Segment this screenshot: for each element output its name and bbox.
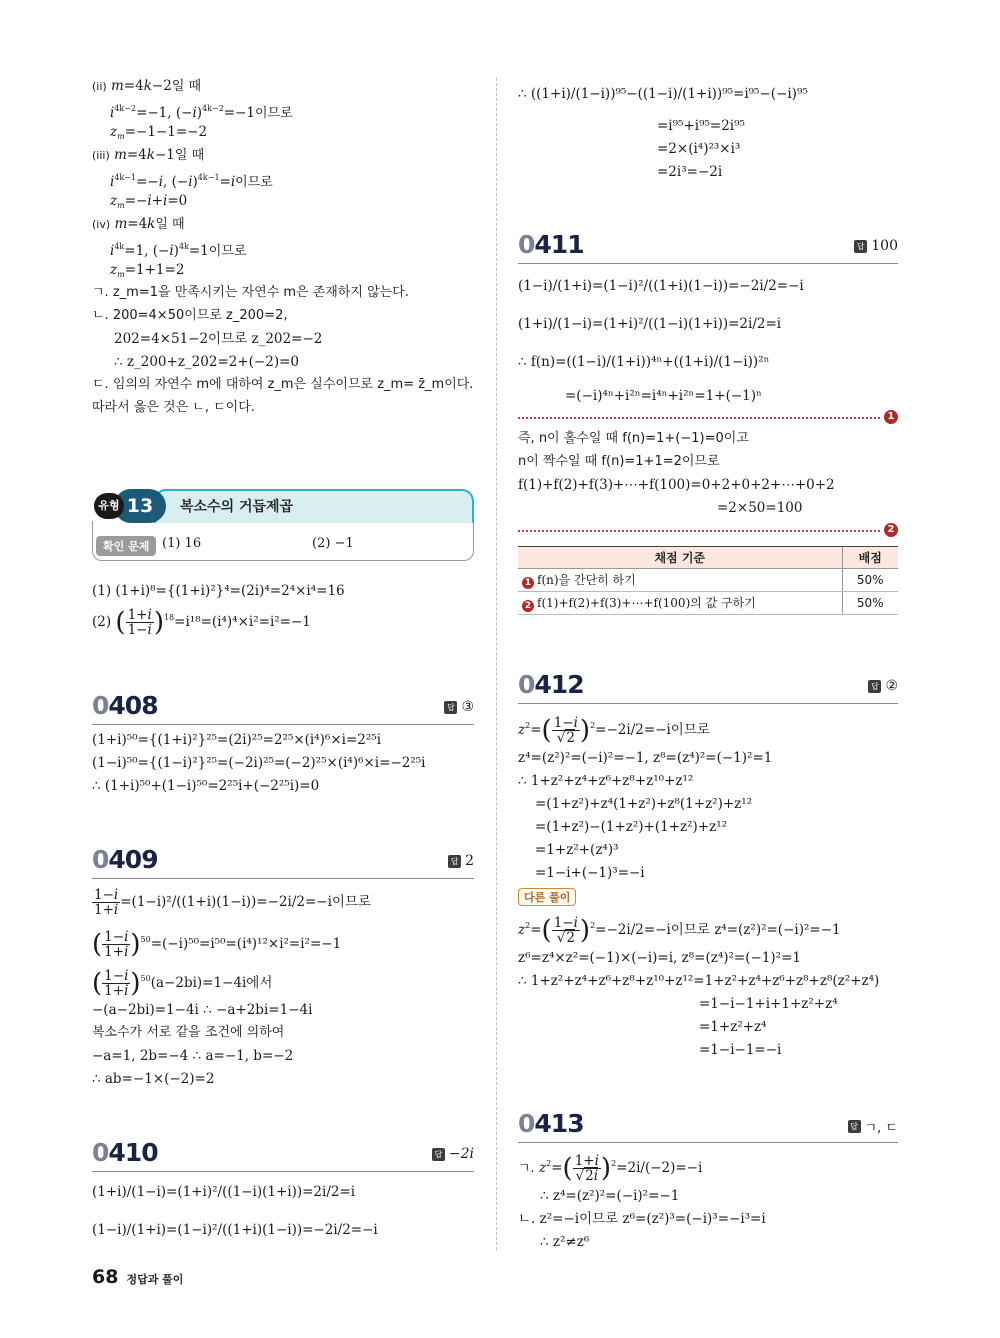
answer: 답 −2i [432, 1146, 474, 1162]
answer-label-icon: 답 [444, 701, 457, 714]
p0412-line: z⁴=(z²)²=(−i)²=−1, z⁸=(z⁴)²=(−1)²=1 [518, 750, 773, 766]
p0412-alt-line: ∴ 1+z²+z⁴+z⁶+z⁸+z¹⁰+z¹²=1+z²+z⁴+z⁶+z⁸+z⁸(z²+z⁴) [518, 973, 880, 989]
page-number: 68 [92, 1266, 119, 1288]
dotted-separator [518, 530, 880, 532]
p0410-cont-line: =2i³=−2i [657, 164, 723, 180]
case-ii-line2: $z_m=-1-1=-2$ [110, 124, 208, 141]
p0412-alt-line: $z^2=$( $\frac{1-i}{√2}$ )$^2$=−2i/2=−i이므로 z⁴=(z²)²=(−i)²=−1 [518, 915, 841, 946]
p0412-alt-line: =1−i−1+i+1+z²+z⁴ [699, 996, 838, 1012]
page-footer [92, 1266, 183, 1288]
type-number: 13 [114, 489, 166, 523]
type13-solution-1: (1) (1+i)⁸={(1+i)²}⁴=(2i)⁴=2⁴×i⁴=16 [92, 583, 345, 599]
type13-solution-2: (2) ( $\frac{1+i}{1-i}$ )$^{18}$=i¹⁸=(i⁴)⁴×i²=i²=−1 [92, 607, 311, 638]
p0409-line: ( $\frac{1-i}{1+i}$ )$^{50}$(a−2bi)=1−4i에서 [92, 968, 273, 999]
statement-n1: ㄴ. 200=4×50이므로 z_200=2, [92, 308, 288, 323]
marker-icon: 1 [522, 577, 534, 589]
p0410-line: (1+i)/(1−i)=(1+i)²/((1−i)(1+i))=2i/2=i [92, 1184, 356, 1200]
answer: 답 ③ [444, 699, 474, 715]
p0411-line: f(1)+f(2)+f(3)+⋯+f(100)=0+2+0+2+⋯+0+2 [518, 477, 835, 493]
problem-number: 0412 [518, 670, 584, 699]
criterion-header: 채점 기준 [518, 547, 842, 569]
table-row [518, 592, 898, 615]
p0412-line: =(1+z²)−(1+z²)+(1+z²)+z¹² [535, 819, 728, 835]
problem-0410-header [92, 1132, 474, 1172]
p0408-line: ∴ (1+i)⁵⁰+(1−i)⁵⁰=2²⁵i+(−2²⁵i)=0 [92, 778, 320, 794]
p0413-line: ∴ z²≠z⁶ [540, 1234, 590, 1250]
case-iv-line2: $z_m=1+1=2$ [110, 262, 185, 279]
problem-number: 0408 [92, 691, 158, 720]
statement-n2: 202=4×51−2이므로 z_202=−2 [114, 331, 323, 347]
p0411-line: n이 짝수일 때 f(n)=1+1=2이므로 [518, 454, 720, 469]
case-iii-line2: $z_m=-i+i=0$ [110, 193, 188, 210]
p0412-alt-line: =1−i−1=−i [699, 1042, 782, 1058]
answer: 답 100 [854, 238, 898, 254]
check-answer-2: (2) −1 [312, 536, 354, 551]
p0412-line: =1+z²+(z⁴)³ [535, 842, 619, 858]
p0408-line: (1−i)⁵⁰={(1−i)²}²⁵=(−2i)²⁵=(−2)²⁵×(i⁴)⁶×i=−2²⁵i [92, 755, 426, 771]
points-cell: 50% [842, 569, 898, 592]
answer-label-icon: 답 [448, 855, 461, 868]
p0409-line: $\frac{1-i}{1+i}$ =(1−i)²/((1+i)(1−i))=−2i/2=−i이므로 [94, 887, 372, 918]
case-iv-head: (iv) m=4k일 때 [92, 216, 185, 232]
case-iv-line1: $i^{4k}=1$, $(-i)^{4k}=1$이므로 [110, 242, 247, 259]
problem-number: 0409 [92, 845, 158, 874]
scoring-table [518, 546, 898, 615]
p0410-cont-line: =2×(i⁴)²³×i³ [657, 141, 741, 157]
alt-solution-badge: 다른 풀이 [518, 888, 576, 906]
p0409-line: 복소수가 서로 같을 조건에 의하여 [92, 1025, 285, 1040]
conclusion: 따라서 옳은 것은 ㄴ, ㄷ이다. [92, 400, 255, 415]
p0412-line: $z^2=$( $\frac{1-i}{√2}$ )$^2$=−2i/2=−i이므로 [518, 715, 710, 746]
p0409-line: ( $\frac{1-i}{1+i}$ )$^{50}$=(−i)⁵⁰=i⁵⁰=(i⁴)¹²×i²=i²=−1 [92, 929, 342, 960]
p0413-line: ∴ z⁴=(z²)²=(−i)²=−1 [540, 1188, 680, 1204]
p0409-line: −(a−2bi)=1−4i ∴ −a+2bi=1−4i [92, 1002, 313, 1018]
marker-icon: 2 [522, 600, 534, 612]
sol2-rest: =i¹⁸=(i⁴)⁴×i²=i²=−1 [174, 614, 311, 630]
points-header: 배점 [842, 547, 898, 569]
problem-number: 0410 [92, 1138, 158, 1167]
table-row [518, 569, 898, 592]
scoring-header-row [518, 547, 898, 569]
p0411-line: (1+i)/(1−i)=(1+i)²/((1−i)(1+i))=2i/2=i [518, 316, 782, 332]
problem-0408-header [92, 685, 474, 725]
answer-label-icon: 답 [432, 1148, 445, 1161]
problem-number: 0411 [518, 230, 584, 259]
p0411-line: 즉, n이 홀수일 때 f(n)=1+(−1)=0이고 [518, 431, 749, 446]
type-title: 복소수의 거듭제곱 [180, 499, 294, 515]
page-label: 정답과 풀이 [126, 1273, 184, 1286]
column-divider [496, 78, 497, 1250]
p0413-line: ㄴ. z²=−i이므로 z⁶=(z²)³=(−i)³=−i³=i [518, 1211, 766, 1227]
p0409-line: ∴ ab=−1×(−2)=2 [92, 1071, 215, 1087]
p0411-line: =(−i)⁴ⁿ+i²ⁿ=i⁴ⁿ+i²ⁿ=1+(−1)ⁿ [565, 388, 762, 404]
dotted-separator [518, 417, 880, 419]
answer-label-icon: 답 [848, 1120, 861, 1133]
p0412-line: ∴ 1+z²+z⁴+z⁶+z⁸+z¹⁰+z¹² [518, 773, 694, 789]
answer-label-icon: 답 [854, 240, 867, 253]
criterion-cell: 1 f(n)을 간단히 하기 [518, 569, 842, 592]
type-13-box [92, 489, 474, 561]
answer-label-icon: 답 [868, 680, 881, 693]
answer: 답 2 [448, 853, 474, 869]
statement-g: ㄱ. z_m=1을 만족시키는 자연수 m은 존재하지 않는다. [92, 285, 409, 300]
answer: 답 ㄱ, ㄷ [848, 1117, 898, 1136]
problem-0412-header [518, 664, 898, 704]
p0411-line: ∴ f(n)=((1−i)/(1+i))⁴ⁿ+((1+i)/(1−i))²ⁿ [518, 354, 770, 370]
sol2-prefix: (2) [92, 614, 112, 630]
criterion-cell: 2 f(1)+f(2)+f(3)+⋯+f(100)의 값 구하기 [518, 592, 842, 615]
step-marker-1: 1 [884, 410, 898, 424]
p0411-line: (1−i)/(1+i)=(1−i)²/((1+i)(1−i))=−2i/2=−i [518, 278, 804, 294]
p0412-alt-line: z⁶=z⁴×z²=(−1)×(−i)=i, z⁸=(z⁴)²=(−1)²=1 [518, 950, 801, 966]
p0413-line: ㄱ. $z^2=$( $\frac{1+i}{√2i}$ )$^2$=2i/(−2)=−i [518, 1153, 703, 1184]
problem-0411-header [518, 224, 898, 264]
problem-0409-header [92, 839, 474, 879]
p0410-cont-line: ∴ ((1+i)/(1−i))⁹⁵−((1−i)/(1+i))⁹⁵=i⁹⁵−(−i)⁹⁵ [518, 86, 808, 102]
p0412-line: =1−i+(−1)³=−i [535, 865, 645, 881]
check-answer-1: (1) 16 [162, 536, 202, 551]
p0411-line: =2×50=100 [717, 500, 803, 516]
statement-n3: ∴ z_200+z_202=2+(−2)=0 [114, 354, 299, 370]
statement-d: ㄷ. 임의의 자연수 m에 대하여 z_m은 실수이므로 z_m= z̄_m이다. [92, 377, 474, 392]
case-ii-line1: $i^{4k-2}=-1$, $(-i)^{4k-2}=-1$이므로 [110, 104, 293, 121]
p0412-alt-line: =1+z²+z⁴ [699, 1019, 767, 1035]
p0409-line: −a=1, 2b=−4 ∴ a=−1, b=−2 [92, 1048, 294, 1064]
problem-number: 0413 [518, 1109, 584, 1138]
p0410-line: (1−i)/(1+i)=(1−i)²/((1+i)(1−i))=−2i/2=−i [92, 1222, 378, 1238]
problem-0413-header [518, 1103, 898, 1143]
case-iii-line1: $i^{4k-1}=-i$, $(-i)^{4k-1}=i$이므로 [110, 173, 273, 190]
p0408-line: (1+i)⁵⁰={(1+i)²}²⁵=(2i)²⁵=2²⁵×(i⁴)⁶×i=2²⁵i [92, 732, 382, 748]
type-badge: 유형 [94, 493, 124, 519]
case-ii-head: (ii) m=4k−2일 때 [92, 78, 202, 94]
answer: 답 ② [868, 678, 898, 694]
check-problem-badge: 확인 문제 [96, 536, 156, 556]
points-cell: 50% [842, 592, 898, 615]
step-marker-2: 2 [884, 523, 898, 537]
p0410-cont-line: =i⁹⁵+i⁹⁵=2i⁹⁵ [657, 118, 745, 134]
case-iii-head: (iii) m=4k−1일 때 [92, 147, 205, 163]
p0412-line: =(1+z²)+z⁴(1+z²)+z⁸(1+z²)+z¹² [535, 796, 753, 812]
